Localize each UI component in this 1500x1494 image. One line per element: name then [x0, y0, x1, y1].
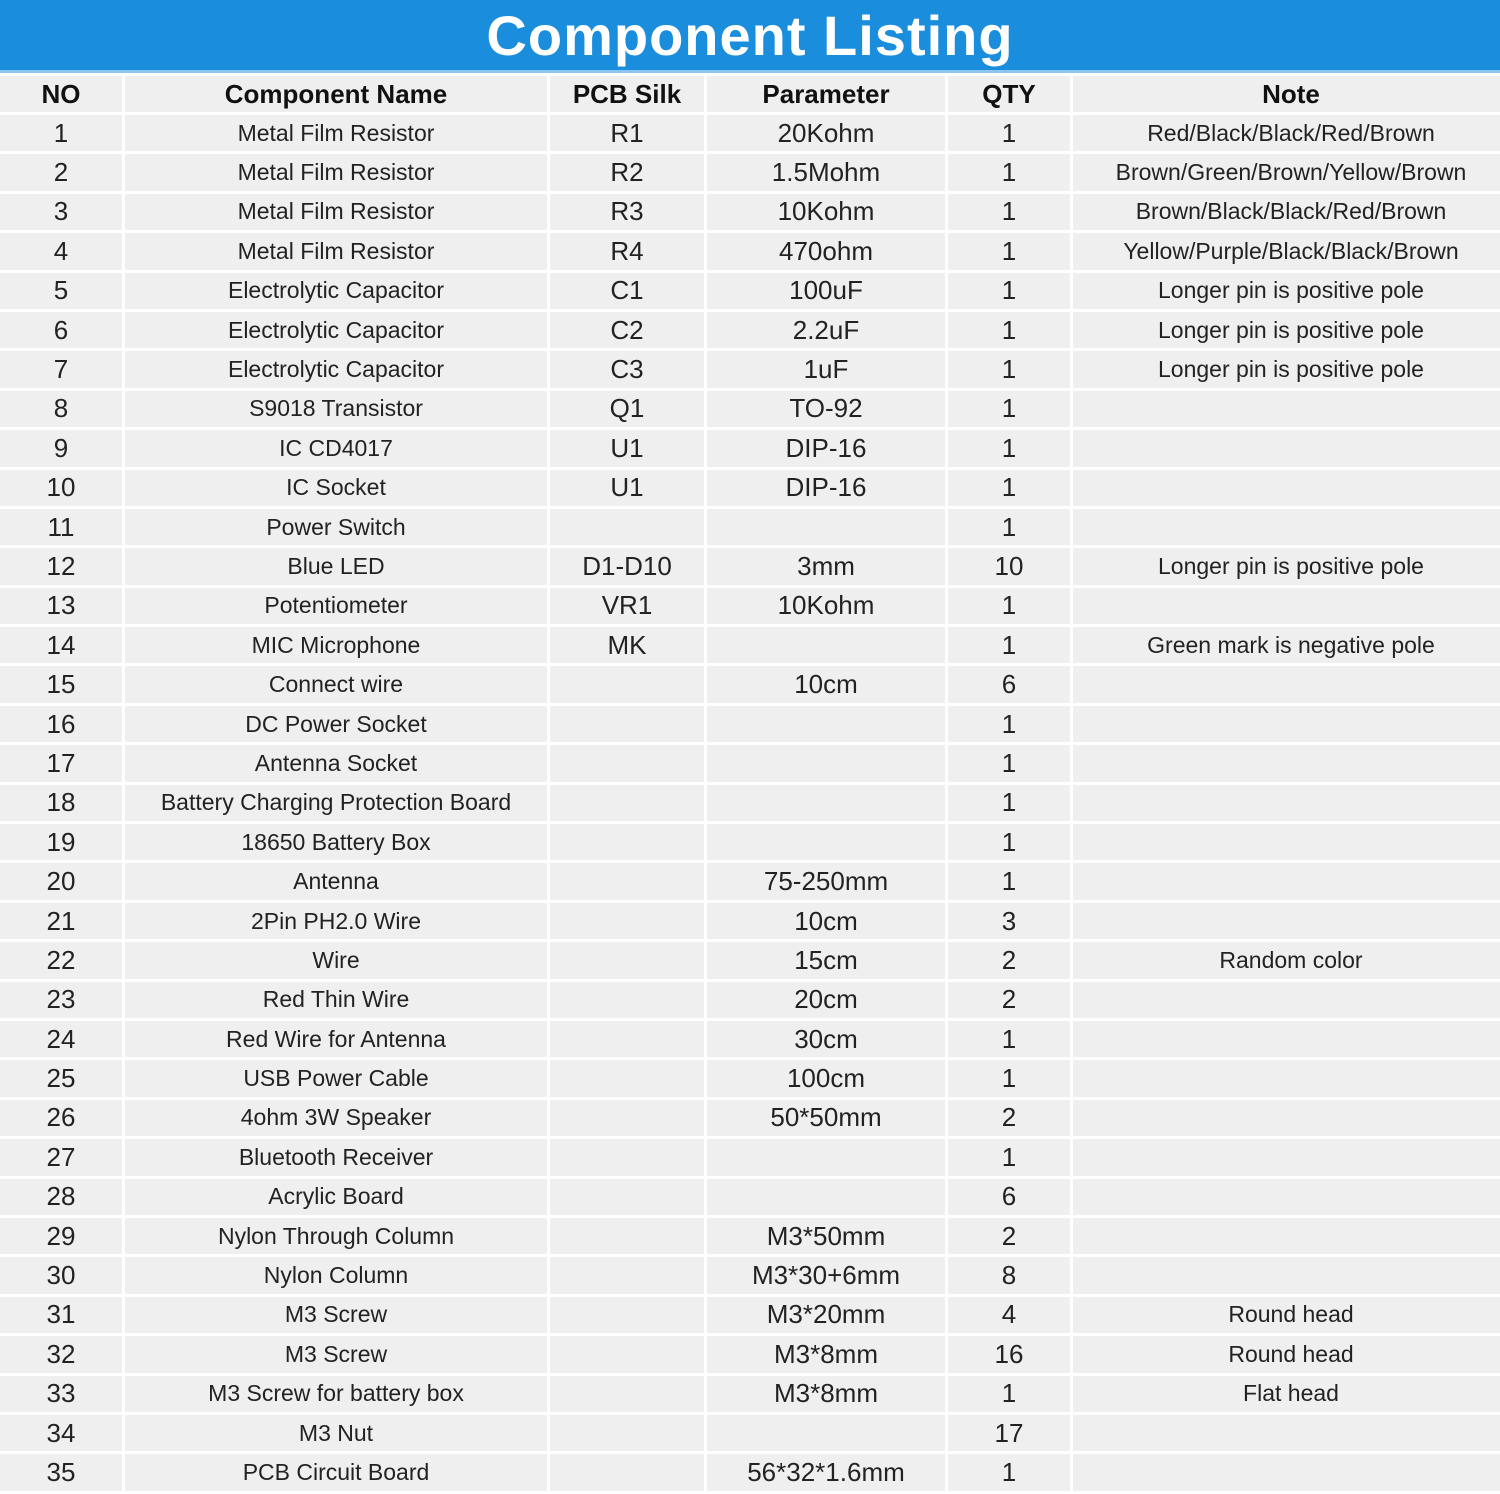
- cell-note: [1073, 982, 1500, 1018]
- cell-no: 16: [0, 706, 122, 742]
- cell-qty: 1: [948, 706, 1070, 742]
- cell-component-name: Wire: [125, 942, 547, 978]
- cell-qty: 1: [948, 430, 1070, 466]
- col-header-parameter: Parameter: [707, 76, 945, 112]
- cell-parameter: [707, 509, 945, 545]
- cell-note: [1073, 1179, 1500, 1215]
- cell-note: Longer pin is positive pole: [1073, 351, 1500, 387]
- cell-no: 9: [0, 430, 122, 466]
- cell-pcb-silk: [550, 942, 704, 978]
- table-row: [0, 588, 1500, 624]
- cell-note: [1073, 509, 1500, 545]
- cell-pcb-silk: R4: [550, 233, 704, 269]
- cell-component-name: PCB Circuit Board: [125, 1454, 547, 1490]
- cell-pcb-silk: U1: [550, 430, 704, 466]
- table-row: [0, 194, 1500, 230]
- cell-no: 13: [0, 588, 122, 624]
- component-table: [0, 73, 1500, 1494]
- cell-pcb-silk: C3: [550, 351, 704, 387]
- cell-no: 5: [0, 273, 122, 309]
- cell-note: [1073, 470, 1500, 506]
- cell-no: 23: [0, 982, 122, 1018]
- cell-component-name: M3 Screw: [125, 1297, 547, 1333]
- cell-pcb-silk: C1: [550, 273, 704, 309]
- cell-parameter: 56*32*1.6mm: [707, 1454, 945, 1490]
- table-row: [0, 1336, 1500, 1372]
- cell-pcb-silk: [550, 745, 704, 781]
- cell-qty: 1: [948, 785, 1070, 821]
- page-title: Component Listing: [486, 3, 1014, 67]
- cell-component-name: S9018 Transistor: [125, 391, 547, 427]
- cell-parameter: 2.2uF: [707, 312, 945, 348]
- cell-qty: 1: [948, 745, 1070, 781]
- cell-note: Longer pin is positive pole: [1073, 312, 1500, 348]
- cell-qty: 1: [948, 627, 1070, 663]
- cell-no: 19: [0, 824, 122, 860]
- cell-no: 4: [0, 233, 122, 269]
- cell-qty: 10: [948, 548, 1070, 584]
- cell-component-name: Nylon Through Column: [125, 1218, 547, 1254]
- cell-qty: 1: [948, 1021, 1070, 1057]
- cell-no: 6: [0, 312, 122, 348]
- cell-parameter: 20cm: [707, 982, 945, 1018]
- cell-parameter: TO-92: [707, 391, 945, 427]
- cell-no: 15: [0, 666, 122, 702]
- cell-no: 3: [0, 194, 122, 230]
- cell-qty: 1: [948, 1060, 1070, 1096]
- cell-parameter: 20Kohm: [707, 115, 945, 151]
- cell-component-name: IC CD4017: [125, 430, 547, 466]
- cell-parameter: DIP-16: [707, 430, 945, 466]
- cell-no: 10: [0, 470, 122, 506]
- table-row: [0, 548, 1500, 584]
- cell-pcb-silk: R1: [550, 115, 704, 151]
- table-row: [0, 509, 1500, 545]
- cell-component-name: Red Wire for Antenna: [125, 1021, 547, 1057]
- table-row: [0, 1021, 1500, 1057]
- cell-no: 31: [0, 1297, 122, 1333]
- cell-parameter: [707, 785, 945, 821]
- table-row: [0, 863, 1500, 899]
- cell-pcb-silk: [550, 1060, 704, 1096]
- cell-parameter: 100cm: [707, 1060, 945, 1096]
- cell-pcb-silk: [550, 509, 704, 545]
- table-row: [0, 312, 1500, 348]
- cell-component-name: 18650 Battery Box: [125, 824, 547, 860]
- cell-qty: 1: [948, 391, 1070, 427]
- cell-pcb-silk: [550, 785, 704, 821]
- cell-component-name: Metal Film Resistor: [125, 115, 547, 151]
- cell-pcb-silk: [550, 903, 704, 939]
- cell-pcb-silk: [550, 1454, 704, 1490]
- table-row: [0, 1376, 1500, 1412]
- cell-pcb-silk: U1: [550, 470, 704, 506]
- cell-qty: 1: [948, 154, 1070, 190]
- cell-parameter: M3*8mm: [707, 1376, 945, 1412]
- table-row: [0, 430, 1500, 466]
- table-row: [0, 982, 1500, 1018]
- cell-parameter: [707, 627, 945, 663]
- cell-note: [1073, 824, 1500, 860]
- cell-pcb-silk: [550, 1021, 704, 1057]
- title-banner: [0, 0, 1500, 73]
- table-row: [0, 1060, 1500, 1096]
- cell-note: [1073, 745, 1500, 781]
- cell-component-name: Acrylic Board: [125, 1179, 547, 1215]
- cell-component-name: Nylon Column: [125, 1257, 547, 1293]
- cell-qty: 2: [948, 982, 1070, 1018]
- cell-qty: 1: [948, 1376, 1070, 1412]
- cell-note: [1073, 666, 1500, 702]
- col-header-component-name: Component Name: [125, 76, 547, 112]
- cell-component-name: Antenna Socket: [125, 745, 547, 781]
- cell-no: 27: [0, 1139, 122, 1175]
- cell-note: Yellow/Purple/Black/Black/Brown: [1073, 233, 1500, 269]
- cell-component-name: IC Socket: [125, 470, 547, 506]
- cell-pcb-silk: [550, 1376, 704, 1412]
- cell-parameter: [707, 824, 945, 860]
- cell-parameter: 10Kohm: [707, 194, 945, 230]
- cell-qty: 6: [948, 1179, 1070, 1215]
- cell-component-name: USB Power Cable: [125, 1060, 547, 1096]
- cell-component-name: MIC Microphone: [125, 627, 547, 663]
- cell-qty: 3: [948, 903, 1070, 939]
- cell-qty: 4: [948, 1297, 1070, 1333]
- cell-parameter: M3*20mm: [707, 1297, 945, 1333]
- cell-parameter: 3mm: [707, 548, 945, 584]
- cell-parameter: M3*50mm: [707, 1218, 945, 1254]
- cell-parameter: 30cm: [707, 1021, 945, 1057]
- cell-component-name: Metal Film Resistor: [125, 233, 547, 269]
- cell-parameter: 15cm: [707, 942, 945, 978]
- cell-component-name: Metal Film Resistor: [125, 194, 547, 230]
- cell-note: Brown/Black/Black/Red/Brown: [1073, 194, 1500, 230]
- cell-parameter: 470ohm: [707, 233, 945, 269]
- cell-component-name: Antenna: [125, 863, 547, 899]
- cell-no: 1: [0, 115, 122, 151]
- table-row: [0, 745, 1500, 781]
- cell-component-name: Battery Charging Protection Board: [125, 785, 547, 821]
- cell-qty: 1: [948, 470, 1070, 506]
- cell-note: [1073, 1415, 1500, 1451]
- cell-no: 14: [0, 627, 122, 663]
- table-row: [0, 942, 1500, 978]
- cell-qty: 2: [948, 1100, 1070, 1136]
- cell-note: [1073, 1257, 1500, 1293]
- table-row: [0, 233, 1500, 269]
- cell-note: [1073, 1218, 1500, 1254]
- cell-no: 17: [0, 745, 122, 781]
- cell-component-name: Electrolytic Capacitor: [125, 351, 547, 387]
- cell-qty: 1: [948, 351, 1070, 387]
- cell-pcb-silk: [550, 706, 704, 742]
- cell-pcb-silk: [550, 1100, 704, 1136]
- cell-pcb-silk: D1-D10: [550, 548, 704, 584]
- cell-component-name: Blue LED: [125, 548, 547, 584]
- cell-no: 7: [0, 351, 122, 387]
- cell-component-name: Electrolytic Capacitor: [125, 273, 547, 309]
- cell-qty: 2: [948, 1218, 1070, 1254]
- table-row: [0, 1257, 1500, 1293]
- cell-note: [1073, 1060, 1500, 1096]
- cell-component-name: Bluetooth Receiver: [125, 1139, 547, 1175]
- cell-component-name: Potentiometer: [125, 588, 547, 624]
- cell-no: 18: [0, 785, 122, 821]
- cell-note: [1073, 1100, 1500, 1136]
- cell-qty: 1: [948, 588, 1070, 624]
- cell-pcb-silk: [550, 666, 704, 702]
- cell-parameter: DIP-16: [707, 470, 945, 506]
- cell-no: 35: [0, 1454, 122, 1490]
- table-row: [0, 1139, 1500, 1175]
- cell-no: 33: [0, 1376, 122, 1412]
- cell-no: 29: [0, 1218, 122, 1254]
- cell-pcb-silk: [550, 1336, 704, 1372]
- cell-qty: 2: [948, 942, 1070, 978]
- cell-qty: 1: [948, 194, 1070, 230]
- cell-note: [1073, 1139, 1500, 1175]
- cell-pcb-silk: R2: [550, 154, 704, 190]
- cell-component-name: M3 Nut: [125, 1415, 547, 1451]
- table-row: [0, 824, 1500, 860]
- cell-note: [1073, 391, 1500, 427]
- cell-no: 12: [0, 548, 122, 584]
- cell-note: [1073, 785, 1500, 821]
- cell-parameter: 10cm: [707, 666, 945, 702]
- cell-note: [1073, 1021, 1500, 1057]
- table-row: [0, 666, 1500, 702]
- cell-component-name: Red Thin Wire: [125, 982, 547, 1018]
- cell-note: [1073, 1454, 1500, 1490]
- cell-component-name: Connect wire: [125, 666, 547, 702]
- cell-qty: 1: [948, 509, 1070, 545]
- cell-parameter: 10Kohm: [707, 588, 945, 624]
- cell-pcb-silk: Q1: [550, 391, 704, 427]
- cell-parameter: 50*50mm: [707, 1100, 945, 1136]
- cell-pcb-silk: [550, 1139, 704, 1175]
- cell-component-name: M3 Screw for battery box: [125, 1376, 547, 1412]
- table-row: [0, 273, 1500, 309]
- table-row: [0, 470, 1500, 506]
- cell-pcb-silk: [550, 824, 704, 860]
- cell-note: Brown/Green/Brown/Yellow/Brown: [1073, 154, 1500, 190]
- cell-no: 21: [0, 903, 122, 939]
- cell-pcb-silk: [550, 982, 704, 1018]
- table-row: [0, 903, 1500, 939]
- cell-note: Round head: [1073, 1336, 1500, 1372]
- cell-note: Round head: [1073, 1297, 1500, 1333]
- cell-pcb-silk: [550, 1415, 704, 1451]
- table-row: [0, 351, 1500, 387]
- cell-no: 20: [0, 863, 122, 899]
- cell-no: 26: [0, 1100, 122, 1136]
- cell-component-name: Metal Film Resistor: [125, 154, 547, 190]
- cell-qty: 1: [948, 273, 1070, 309]
- cell-no: 28: [0, 1179, 122, 1215]
- cell-note: Flat head: [1073, 1376, 1500, 1412]
- cell-qty: 1: [948, 1454, 1070, 1490]
- cell-no: 30: [0, 1257, 122, 1293]
- table-row: [0, 785, 1500, 821]
- table-body: [0, 115, 1500, 1491]
- table-row: [0, 706, 1500, 742]
- cell-pcb-silk: C2: [550, 312, 704, 348]
- cell-parameter: [707, 745, 945, 781]
- cell-parameter: [707, 1415, 945, 1451]
- cell-note: Longer pin is positive pole: [1073, 548, 1500, 584]
- col-header-qty: QTY: [948, 76, 1070, 112]
- cell-pcb-silk: [550, 1179, 704, 1215]
- cell-parameter: 100uF: [707, 273, 945, 309]
- cell-parameter: 1.5Mohm: [707, 154, 945, 190]
- cell-note: [1073, 903, 1500, 939]
- cell-note: Longer pin is positive pole: [1073, 273, 1500, 309]
- cell-note: Red/Black/Black/Red/Brown: [1073, 115, 1500, 151]
- col-header-no: NO: [0, 76, 122, 112]
- table-row: [0, 391, 1500, 427]
- cell-qty: 1: [948, 1139, 1070, 1175]
- cell-qty: 17: [948, 1415, 1070, 1451]
- table-header-row: [0, 76, 1500, 112]
- cell-note: [1073, 430, 1500, 466]
- cell-pcb-silk: [550, 1297, 704, 1333]
- table-row: [0, 1100, 1500, 1136]
- cell-qty: 1: [948, 115, 1070, 151]
- cell-note: [1073, 706, 1500, 742]
- cell-pcb-silk: [550, 863, 704, 899]
- cell-component-name: Electrolytic Capacitor: [125, 312, 547, 348]
- cell-qty: 1: [948, 233, 1070, 269]
- cell-pcb-silk: [550, 1257, 704, 1293]
- cell-component-name: M3 Screw: [125, 1336, 547, 1372]
- cell-no: 8: [0, 391, 122, 427]
- cell-parameter: M3*8mm: [707, 1336, 945, 1372]
- cell-qty: 8: [948, 1257, 1070, 1293]
- cell-qty: 1: [948, 312, 1070, 348]
- cell-component-name: Power Switch: [125, 509, 547, 545]
- cell-no: 25: [0, 1060, 122, 1096]
- cell-note: Green mark is negative pole: [1073, 627, 1500, 663]
- cell-qty: 1: [948, 824, 1070, 860]
- table-row: [0, 1415, 1500, 1451]
- table-row: [0, 1297, 1500, 1333]
- table-row: [0, 627, 1500, 663]
- cell-component-name: DC Power Socket: [125, 706, 547, 742]
- cell-qty: 1: [948, 863, 1070, 899]
- table-row: [0, 115, 1500, 151]
- table-row: [0, 1179, 1500, 1215]
- cell-no: 11: [0, 509, 122, 545]
- cell-pcb-silk: VR1: [550, 588, 704, 624]
- cell-no: 2: [0, 154, 122, 190]
- cell-qty: 6: [948, 666, 1070, 702]
- cell-note: Random color: [1073, 942, 1500, 978]
- cell-no: 22: [0, 942, 122, 978]
- cell-note: [1073, 588, 1500, 624]
- table-row: [0, 1454, 1500, 1490]
- cell-parameter: 1uF: [707, 351, 945, 387]
- cell-no: 32: [0, 1336, 122, 1372]
- cell-parameter: [707, 706, 945, 742]
- cell-qty: 16: [948, 1336, 1070, 1372]
- cell-parameter: 75-250mm: [707, 863, 945, 899]
- cell-component-name: 2Pin PH2.0 Wire: [125, 903, 547, 939]
- cell-pcb-silk: MK: [550, 627, 704, 663]
- cell-parameter: [707, 1179, 945, 1215]
- cell-parameter: 10cm: [707, 903, 945, 939]
- cell-no: 24: [0, 1021, 122, 1057]
- table-row: [0, 154, 1500, 190]
- table-row: [0, 1218, 1500, 1254]
- cell-parameter: M3*30+6mm: [707, 1257, 945, 1293]
- cell-pcb-silk: R3: [550, 194, 704, 230]
- cell-no: 34: [0, 1415, 122, 1451]
- col-header-note: Note: [1073, 76, 1500, 112]
- cell-note: [1073, 863, 1500, 899]
- cell-parameter: [707, 1139, 945, 1175]
- cell-component-name: 4ohm 3W Speaker: [125, 1100, 547, 1136]
- col-header-pcb-silk: PCB Silk: [550, 76, 704, 112]
- cell-pcb-silk: [550, 1218, 704, 1254]
